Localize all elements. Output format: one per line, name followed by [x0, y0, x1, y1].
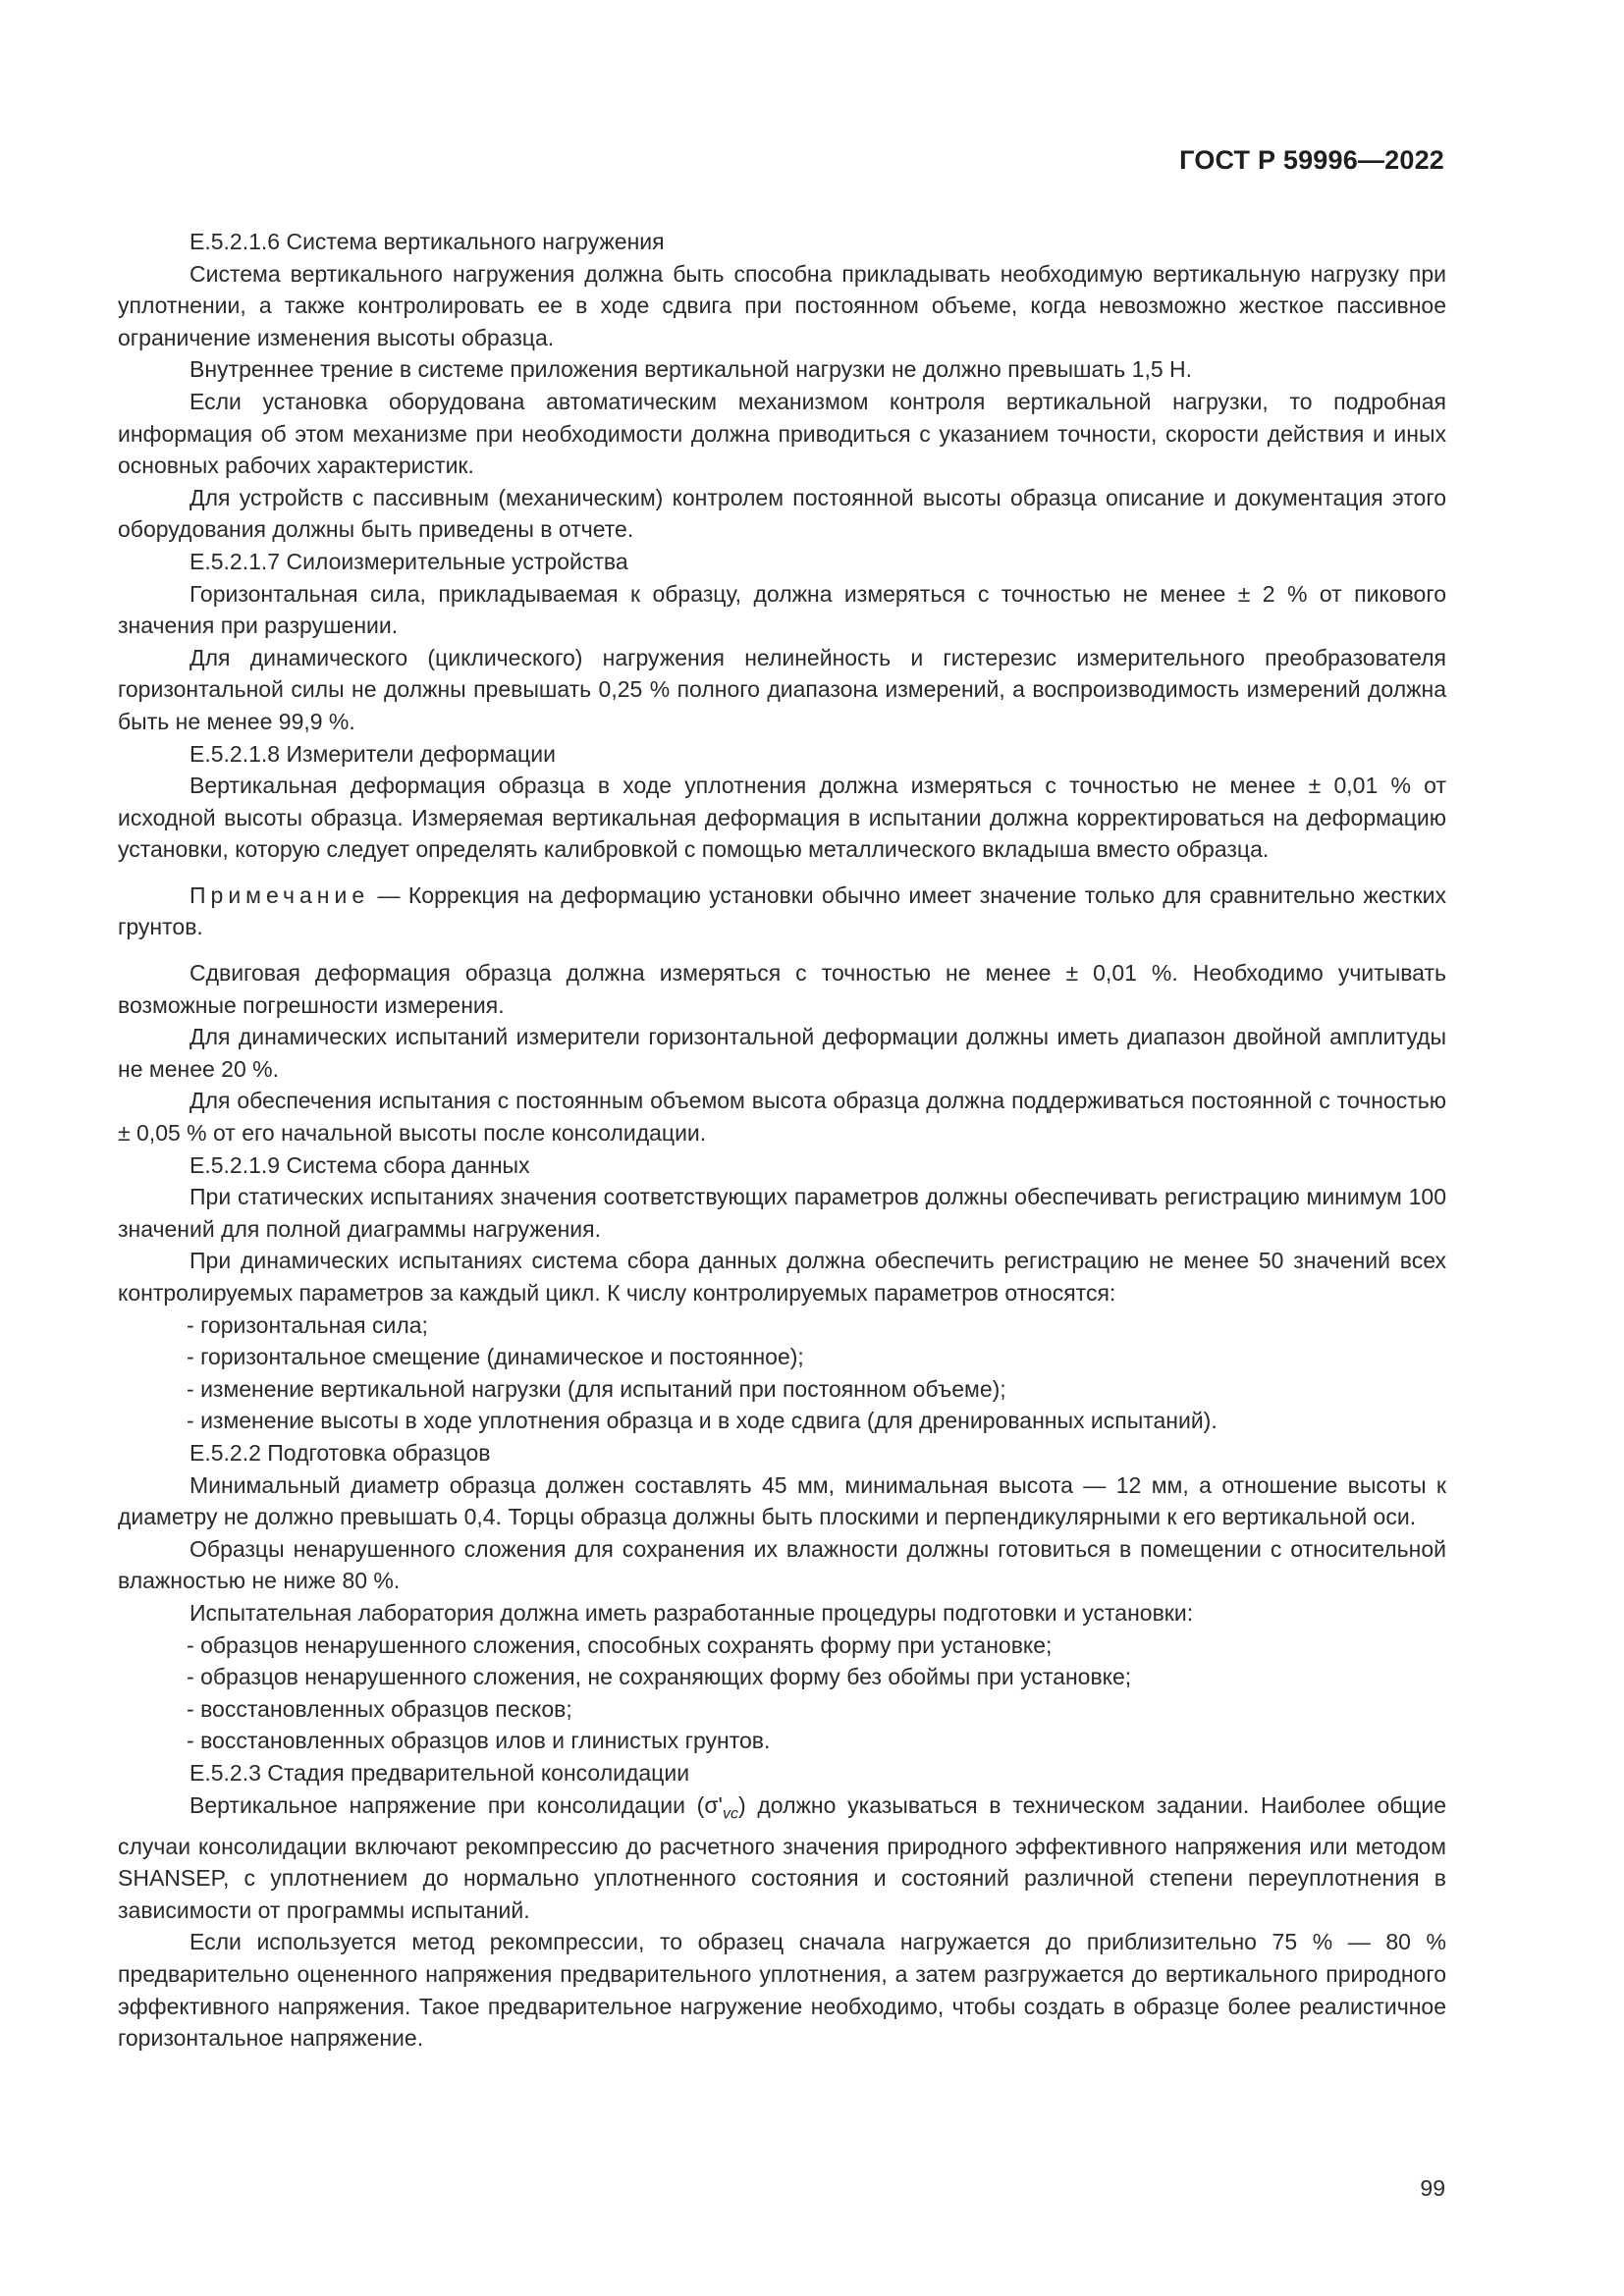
list-item: - изменение вертикальной нагрузки (для испытаний при постоянном объеме);	[187, 1373, 1446, 1406]
paragraph: Вертикальная деформация образца в ходе уплотнения должна измеряться с точностью не менее ± 0,01 % от исходной высоты образца. Измеряемая вертикальная деформация в испытании должна корректироваться на деформацию установки, которую следует определять калибровкой с помощью металлического вкладыша вместо образца.	[118, 773, 1446, 863]
section-heading-e5219: Е.5.2.1.9 Система сбора данных	[189, 1151, 530, 1178]
paragraph: Горизонтальная сила, прикладываемая к образцу, должна измеряться с точностью не менее ± 2 % от пикового значения при разрушении.	[118, 580, 1446, 639]
page-number: 99	[1420, 2175, 1445, 2201]
procedures-list	[118, 1629, 1446, 1757]
section-heading-e5218: Е.5.2.1.8 Измерители деформации	[189, 740, 556, 767]
paragraph: Система вертикального нагружения должна быть способна прикладывать необходимую вертикальную нагрузку при уплотнении, а также контролировать ее в ходе сдвига при постоянном объеме, когда невозможно жесткое пассивное ограничение изменения высоты образца.	[118, 260, 1446, 350]
list-item: - восстановленных образцов песков;	[187, 1693, 1446, 1726]
paragraph: Сдвиговая деформация образца должна измеряться с точностью не менее ± 0,01 %. Необходимо учитывать возможные погрешности измерения.	[118, 960, 1446, 1018]
paragraph-text: ) должно указываться в техническом задании. Наиболее общие случаи консолидации включают рекомпрессию до расчетного значения природного эффективного напряжения или методом SHANSEP, с уплотнением до нормально уплотненного состояния и состояний различной степени переуплотнения в зависимости от программы испытаний.	[118, 1791, 1446, 1923]
paragraph	[118, 1789, 1446, 1927]
paragraph: Если установка оборудована автоматическим механизмом контроля вертикальной нагрузки, то подробная информация об этом механизме при необходимости должна приводиться с указанием точности, скорости действия и иных основных рабочих характеристик.	[118, 388, 1446, 479]
section-heading-e5216: Е.5.2.1.6 Система вертикального нагружения	[189, 229, 665, 254]
note-label: Примечание	[189, 881, 370, 908]
section-heading-e523: Е.5.2.3 Стадия предварительной консолидации	[189, 1759, 690, 1786]
subscript-vc: vc	[722, 1805, 738, 1823]
list-item: - горизонтальное смещение (динамическое и постоянное);	[187, 1341, 1446, 1373]
paragraph: Для обеспечения испытания с постоянным объемом высота образца должна поддерживаться постоянной с точностью ± 0,05 % от его начальной высоты после консолидации.	[118, 1088, 1446, 1147]
paragraph: Внутреннее трение в системе приложения вертикальной нагрузки не должно превышать 1,5 Н.	[189, 356, 1193, 383]
list-item: - образцов ненарушенного сложения, способных сохранять форму при установке;	[187, 1629, 1446, 1662]
document-body	[118, 226, 1446, 2055]
document-id-header: ГОСТ Р 59996—2022	[1179, 145, 1444, 175]
paragraph: При статических испытаниях значения соответствующих параметров должны обеспечивать регистрацию минимум 100 значений для полной диаграммы нагружения.	[118, 1184, 1446, 1242]
list-item: - изменение высоты в ходе уплотнения образца и в ходе сдвига (для дренированных испытаний).	[187, 1405, 1446, 1437]
paragraph: Если используется метод рекомпрессии, то образец сначала нагружается до приблизительно 75 % — 80 % предварительно оцененного напряжения предварительного уплотнения, а затем разгружается до вертикального природного эффективного напряжения. Такое предварительное нагружение необходимо, чтобы создать в образце более реалистичное горизонтальное напряжение.	[118, 1929, 1446, 2052]
paragraph-text: Вертикальное напряжение при консолидации (σ'	[189, 1791, 723, 1818]
paragraph: Для динамического (циклического) нагружения нелинейность и гистерезис измерительного преобразователя горизонтальной силы не должны превышать 0,25 % полного диапазона измерений, а воспроизводимость измерений должна быть не менее 99,9 %.	[118, 644, 1446, 734]
section-heading-e522: Е.5.2.2 Подготовка образцов	[189, 1439, 491, 1466]
paragraph: Образцы ненарушенного сложения для сохранения их влажности должны готовиться в помещении с относительной влажностью не ниже 80 %.	[118, 1535, 1446, 1594]
paragraph: При динамических испытаниях система сбора данных должна обеспечить регистрацию не менее 50 значений всех контролируемых параметров за каждый цикл. К числу контролируемых параметров относятся:	[118, 1248, 1446, 1306]
list-item: - восстановленных образцов илов и глинистых грунтов.	[187, 1725, 1446, 1757]
list-item: - горизонтальная сила;	[187, 1309, 1446, 1342]
note-text: — Коррекция на деформацию установки обычно имеет значение только для сравнительно жестких грунтов.	[118, 881, 1446, 940]
paragraph: Минимальный диаметр образца должен составлять 45 мм, минимальная высота — 12 мм, а отношение высоты к диаметру не должно превышать 0,4. Торцы образца должны быть плоскими и перпендикулярными к его вертикальной оси.	[118, 1471, 1446, 1530]
list-item: - образцов ненарушенного сложения, не сохраняющих форму без обоймы при установке;	[187, 1661, 1446, 1693]
parameters-list	[118, 1309, 1446, 1437]
paragraph: Испытательная лаборатория должна иметь разработанные процедуры подготовки и установки:	[189, 1599, 1194, 1626]
paragraph: Для устройств с пассивным (механическим) контролем постоянной высоты образца описание и документация этого оборудования должны быть приведены в отчете.	[118, 484, 1446, 543]
section-heading-e5217: Е.5.2.1.7 Силоизмерительные устройства	[189, 548, 628, 574]
note-paragraph	[118, 880, 1446, 943]
paragraph: Для динамических испытаний измерители горизонтальной деформации должны иметь диапазон двойной амплитуды не менее 20 %.	[118, 1024, 1446, 1082]
